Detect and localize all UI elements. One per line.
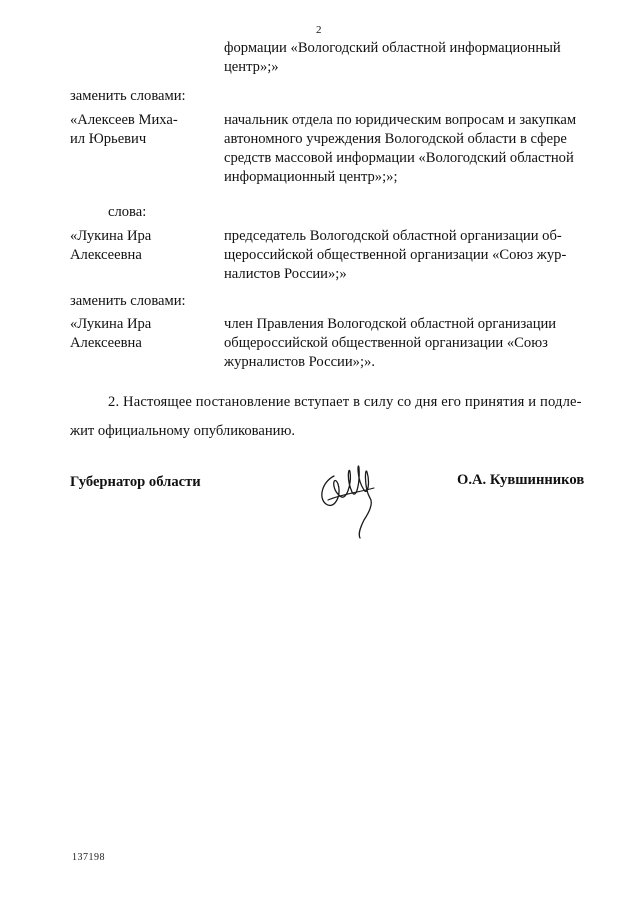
signatory-name: О.А. Кувшинников xyxy=(457,472,585,488)
entry3-desc-line-3: журналистов России»;». xyxy=(224,354,375,370)
clause2-line-2: жит официальному опубликованию. xyxy=(70,423,296,439)
entry1-desc-line-1: начальник отдела по юридическим вопросам и закупкам xyxy=(224,112,577,128)
entry3-name-line-1: «Лукина Ира xyxy=(70,316,152,332)
entry3-name-line-2: Алексеевна xyxy=(70,335,142,351)
entry2-desc-line-3: налистов России»;» xyxy=(224,266,347,282)
entry3-desc-line-1: член Правления Вологодской областной организации xyxy=(224,316,557,332)
entry1-desc-line-3: средств массовой информации «Вологодский областной xyxy=(224,150,574,166)
entry1-desc-line-4: информационный центр»;»; xyxy=(224,169,398,185)
entry2-desc-line-1: председатель Вологодской областной организации об- xyxy=(224,228,562,244)
signatory-title: Губернатор области xyxy=(70,474,201,490)
clause2-line-1: 2. Настоящее постановление вступает в силу со дня его принятия и подле- xyxy=(108,394,582,410)
page-number: 2 xyxy=(316,24,322,36)
entry1-name-line-2: ил Юрьевич xyxy=(70,131,147,147)
handwritten-signature xyxy=(312,448,392,540)
entry1-desc-line-2: автономного учреждения Вологодской области в сфере xyxy=(224,131,567,147)
replace-label-2: заменить словами: xyxy=(70,293,186,309)
entry2-name-line-1: «Лукина Ира xyxy=(70,228,152,244)
replace-label-1: заменить словами: xyxy=(70,88,186,104)
document-id: 137198 xyxy=(72,852,105,863)
continuation-line-2: центр»;» xyxy=(224,59,279,75)
entry2-name-line-2: Алексеевна xyxy=(70,247,142,263)
entry3-desc-line-2: общероссийской общественной организации «Союз xyxy=(224,335,548,351)
continuation-line-1: формации «Вологодский областной информационный xyxy=(224,40,561,56)
entry1-name-line-1: «Алексеев Миха- xyxy=(70,112,178,128)
entry2-desc-line-2: щероссийской общественной организации «Союз жур- xyxy=(224,247,567,263)
words-label: слова: xyxy=(108,204,147,220)
